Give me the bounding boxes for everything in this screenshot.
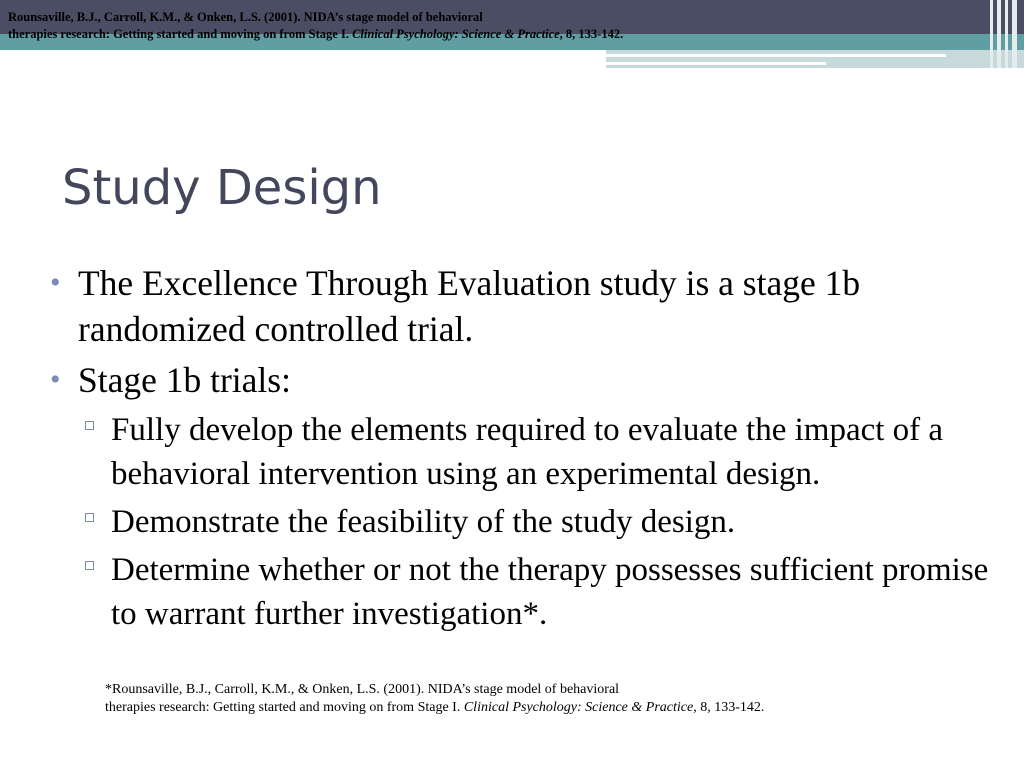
sub-bullet-text: Fully develop the elements required to evaluate the impact of a behavioral intervention using an experimental design. xyxy=(111,412,944,492)
footnote-line1: *Rounsaville, B.J., Carroll, K.M., & Onken, L.S. (2001). NIDA’s stage model of behavioral xyxy=(105,682,620,697)
header-citation xyxy=(8,9,908,43)
sub-bullet-item xyxy=(50,408,1000,496)
footnote-citation xyxy=(105,681,985,717)
bullet-dot-icon: • xyxy=(50,363,61,396)
square-bullet-icon xyxy=(85,561,94,570)
header-citation-line2: therapies research: Getting started and moving on from Stage I. Clinical Psychology: Science & Practice, 8, 133-142. xyxy=(8,27,624,41)
header-accent-block xyxy=(606,50,1024,68)
bullet-item xyxy=(50,260,1000,352)
square-bullet-icon xyxy=(85,513,94,522)
bullet-dot-icon: • xyxy=(50,266,61,299)
bullet-text: The Excellence Through Evaluation study is a stage 1b randomized controlled trial. xyxy=(78,263,861,349)
header-accent-line xyxy=(606,62,826,65)
slide-title: Study Design xyxy=(62,160,382,216)
footnote-line2: therapies research: Getting started and moving on from Stage I. Clinical Psychology: Science & Practice, 8, 133-142. xyxy=(105,700,765,715)
bullet-text: Stage 1b trials: xyxy=(78,360,291,400)
sub-bullet-item xyxy=(50,548,1000,636)
sub-bullet-text: Demonstrate the feasibility of the study design. xyxy=(111,504,736,540)
sub-bullet-text: Determine whether or not the therapy possesses sufficient promise to warrant further investigation*. xyxy=(111,552,989,632)
bullet-item xyxy=(50,357,1000,403)
sub-bullet-item xyxy=(50,500,1000,544)
header-citation-line1: Rounsaville, B.J., Carroll, K.M., & Onken, L.S. (2001). NIDA’s stage model of behavioral xyxy=(8,10,483,24)
slide-body xyxy=(50,260,1000,640)
square-bullet-icon xyxy=(85,421,94,430)
header-accent-line xyxy=(606,54,946,57)
